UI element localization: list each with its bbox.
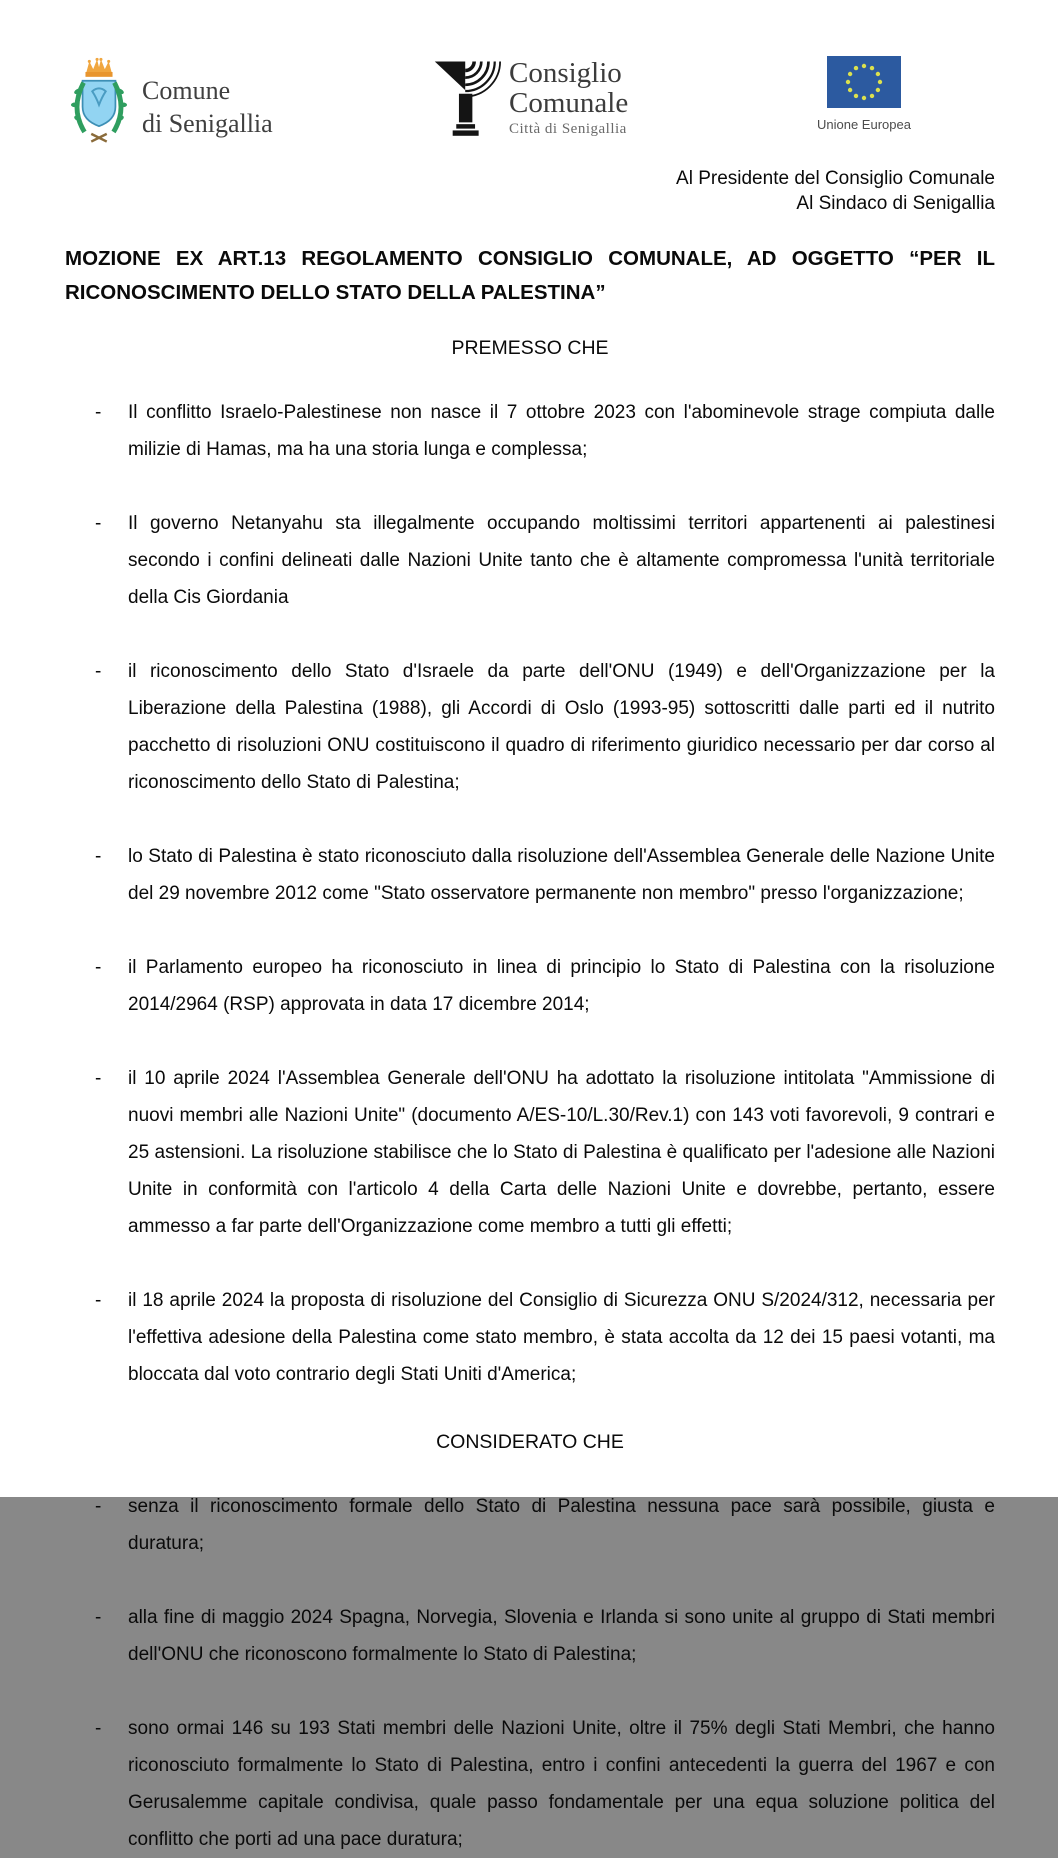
premesso-list: [65, 394, 995, 1393]
list-item-text: alla fine di maggio 2024 Spagna, Norvegia, Slovenia e Irlanda si sono unite al gruppo di Stati membri dell'ONU che riconoscono formalmente lo Stato di Palestina;: [128, 1607, 995, 1665]
list-dash: -: [95, 1290, 102, 1311]
recipient-line-mayor: Al Sindaco di Senigallia: [796, 193, 995, 214]
section-heading-considerato: CONSIDERATO CHE: [436, 1431, 624, 1453]
consiglio-logo-line3: Città di Senigallia: [509, 121, 627, 137]
list-dash: -: [95, 1718, 102, 1739]
comune-crest-icon: [70, 56, 128, 151]
logo-consiglio-comunale: [433, 56, 628, 149]
section-heading-premesso: PREMESSO CHE: [451, 337, 609, 359]
eu-flag-caption: Unione Europea: [817, 117, 911, 132]
considerato-list: [65, 1488, 995, 1858]
list-item: [65, 949, 995, 1023]
list-dash: -: [95, 957, 102, 978]
document-title: MOZIONE EX ART.13 REGOLAMENTO CONSIGLIO COMUNALE, AD OGGETTO “PER IL RICONOSCIMENTO DELLO STATO DELLA PALESTINA”: [65, 247, 995, 304]
list-item-text: sono ormai 146 su 193 Stati membri delle Nazioni Unite, oltre il 75% degli Stati Membri, che hanno riconosciuto formalmente lo Stato di Palestina, entro i confini antecedenti la guerra del 1967 e con Gerusalemme capitale condivisa, quale passo fondamentale per una equa soluzione politica del conflitto che porti ad una pace duratura;: [128, 1718, 995, 1850]
recipient-line-president: Al Presidente del Consiglio Comunale: [676, 168, 995, 189]
list-item-text: Il conflitto Israelo-Palestinese non nasce il 7 ottobre 2023 con l'abominevole strage compiuta dalle milizie di Hamas, ma ha una storia lunga e complessa;: [128, 402, 995, 460]
consiglio-arch-icon: [433, 56, 501, 149]
list-item: [65, 1599, 995, 1673]
eu-flag-icon: [827, 56, 901, 113]
list-item: [65, 653, 995, 801]
list-item: [65, 1710, 995, 1858]
consiglio-logo-line1: Consiglio: [509, 57, 622, 89]
comune-logo-line1: Comune: [142, 76, 231, 105]
list-dash: -: [95, 1068, 102, 1089]
list-item: [65, 1060, 995, 1245]
list-item-text: Il governo Netanyahu sta illegalmente occupando moltissimi territori appartenenti ai palestinesi secondo i confini delineati dalle Nazioni Unite tanto che è altamente compromessa l'unità territoriale della Cis Giordania: [128, 513, 995, 608]
consiglio-logo-line2: Comunale: [509, 87, 629, 119]
list-item: [65, 838, 995, 912]
list-dash: -: [95, 1496, 102, 1517]
list-item-text: senza il riconoscimento formale dello Stato di Palestina nessuna pace sarà possibile, giusta e duratura;: [128, 1496, 995, 1554]
list-item: [65, 505, 995, 616]
list-dash: -: [95, 513, 102, 534]
list-dash: -: [95, 402, 102, 423]
list-item: [65, 1282, 995, 1393]
header-logos: [65, 56, 995, 152]
list-item: [65, 1488, 995, 1562]
list-item-text: il riconoscimento dello Stato d'Israele da parte dell'ONU (1949) e dell'Organizzazione per la Liberazione della Palestina (1988), gli Accordi di Oslo (1993-95) sottoscritti dalle parti ed il nutrito pacchetto di risoluzioni ONU costituiscono il quadro di riferimento giuridico necessario per dar corso al riconoscimento dello Stato di Palestina;: [128, 661, 995, 793]
list-dash: -: [95, 846, 102, 867]
list-item-text: il 18 aprile 2024 la proposta di risoluzione del Consiglio di Sicurezza ONU S/2024/312, necessaria per l'effettiva adesione della Palestina come stato membro, è stata accolta da 12 dei 15 paesi votanti, ma bloccata dal voto contrario degli Stati Uniti d'America;: [128, 1290, 995, 1385]
logo-comune-senigallia: [70, 56, 273, 151]
list-item-text: il Parlamento europeo ha riconosciuto in linea di principio lo Stato di Palestina con la risoluzione 2014/2964 (RSP) approvata in data 17 dicembre 2014;: [128, 957, 995, 1015]
recipient-block: [65, 166, 995, 216]
consiglio-logo-text: [509, 58, 628, 138]
comune-logo-line2: di Senigallia: [142, 109, 273, 138]
list-item-text: lo Stato di Palestina è stato riconosciuto dalla risoluzione dell'Assemblea Generale delle Nazione Unite del 29 novembre 2012 come "Stato osservatore permanente non membro" presso l'organizzazione;: [128, 846, 995, 904]
list-dash: -: [95, 661, 102, 682]
comune-logo-text: [142, 74, 273, 140]
logo-unione-europea: [817, 56, 911, 132]
list-item-text: il 10 aprile 2024 l'Assemblea Generale dell'ONU ha adottato la risoluzione intitolata "Ammissione di nuovi membri alle Nazioni Unite" (documento A/ES-10/L.30/Rev.1) con 143 voti favorevoli, 9 contrari e 25 astensioni. La risoluzione stabilisce che lo Stato di Palestina è qualificato per l'adesione alle Nazioni Unite in conformità con l'articolo 4 della Carta delle Nazioni Unite e dovrebbe, pertanto, essere ammesso a far parte dell'Organizzazione come membro a tutti gli effetti;: [128, 1068, 995, 1237]
list-item: [65, 394, 995, 468]
list-dash: -: [95, 1607, 102, 1628]
